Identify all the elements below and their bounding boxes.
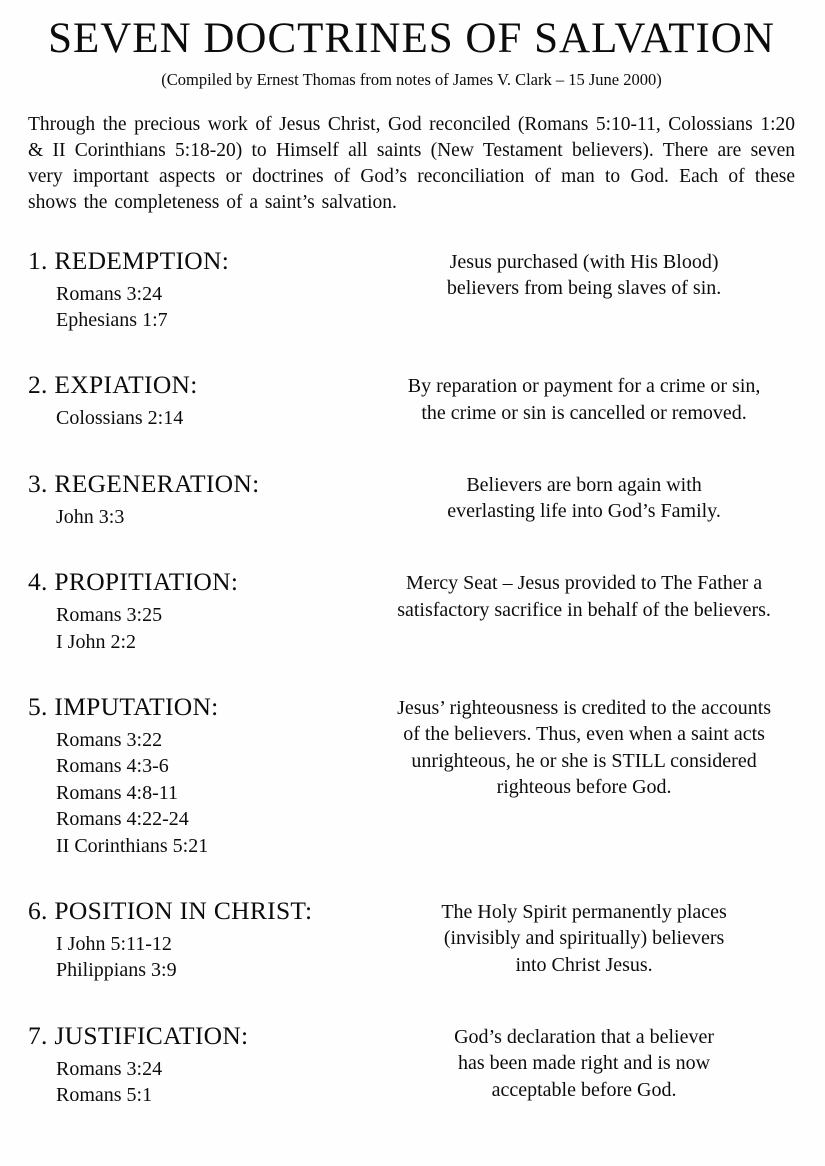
scripture-reference: Ephesians 1:7 xyxy=(56,309,168,332)
doctrine-heading: 3. REGENERATION: xyxy=(28,468,260,498)
doctrine-row xyxy=(28,567,795,655)
doctrine-heading: 2. EXPIATION: xyxy=(28,370,198,400)
doctrine-left-column xyxy=(28,469,373,530)
description-line: Jesus purchased (with His Blood) xyxy=(449,250,719,273)
doctrine-references xyxy=(28,727,373,859)
doctrine-left-column xyxy=(28,896,373,984)
doctrine-references xyxy=(28,931,373,984)
scripture-reference: Romans 5:1 xyxy=(56,1084,153,1107)
scripture-reference: Romans 3:22 xyxy=(56,729,163,752)
scripture-reference: I John 5:11-12 xyxy=(56,932,172,955)
description-line: Mercy Seat – Jesus provided to The Father a xyxy=(405,572,763,595)
doctrine-heading: 5. IMPUTATION: xyxy=(28,692,219,722)
scripture-reference: Romans 3:25 xyxy=(56,604,163,627)
description-line: has been made right and is now xyxy=(457,1052,711,1075)
doctrine-heading: 1. REDEMPTION: xyxy=(28,245,230,275)
scripture-reference: Romans 3:24 xyxy=(56,282,163,305)
doctrine-row xyxy=(28,896,795,984)
description-line: unrighteous, he or she is STILL considered xyxy=(411,749,757,772)
doctrine-left-column xyxy=(28,370,373,431)
doctrine-left-column xyxy=(28,692,373,859)
doctrine-description xyxy=(373,246,795,334)
scripture-reference: I John 2:2 xyxy=(56,630,136,653)
scripture-reference: II Corinthians 5:21 xyxy=(56,834,209,857)
scripture-reference: Philippians 3:9 xyxy=(56,959,177,982)
doctrine-left-column xyxy=(28,567,373,655)
page-title: SEVEN DOCTRINES OF SALVATION xyxy=(48,15,775,62)
description-line: believers from being slaves of sin. xyxy=(446,277,722,300)
doctrine-heading: 6. POSITION IN CHRIST: xyxy=(28,895,313,925)
description-line: (invisibly and spiritually) believers xyxy=(443,927,725,950)
doctrine-references xyxy=(28,1056,373,1109)
doctrine-row xyxy=(28,370,795,431)
description-line: the crime or sin is cancelled or removed. xyxy=(421,401,747,424)
doctrine-left-column xyxy=(28,1021,373,1109)
description-line: into Christ Jesus. xyxy=(515,953,653,976)
scripture-reference: Romans 4:8-11 xyxy=(56,781,179,804)
description-line: God’s declaration that a believer xyxy=(454,1025,715,1048)
doctrine-references xyxy=(28,602,373,655)
scripture-reference: Colossians 2:14 xyxy=(56,407,184,430)
doctrine-list xyxy=(28,246,795,1109)
description-line: satisfactory sacrifice in behalf of the believers. xyxy=(397,598,771,621)
doctrine-references xyxy=(28,405,373,431)
doctrine-description xyxy=(373,469,795,530)
doctrine-description xyxy=(373,370,795,431)
description-line: everlasting life into God’s Family. xyxy=(447,500,721,523)
description-line: Jesus’ righteousness is credited to the accounts xyxy=(397,697,772,720)
description-line: righteous before God. xyxy=(496,776,672,799)
doctrine-description xyxy=(373,896,795,984)
doctrine-description xyxy=(373,692,795,859)
scripture-reference: Romans 4:3-6 xyxy=(56,755,169,778)
intro-paragraph: Through the precious work of Jesus Christ, God reconciled (Romans 5:10-11, Colossians 1:20 & II Corinthians 5:18-20) to Himself all saints (New Testament believers). There are seven very important aspects or doctrines of God’s reconciliation of man to God. Each of these shows the completeness of a saint’s salvation. xyxy=(28,114,795,213)
doctrine-description xyxy=(373,1021,795,1109)
description-line: The Holy Spirit permanently places xyxy=(441,900,727,923)
doctrine-left-column xyxy=(28,246,373,334)
description-line: Believers are born again with xyxy=(466,473,702,496)
doctrine-heading: 4. PROPITIATION: xyxy=(28,567,239,597)
doctrine-row xyxy=(28,1021,795,1109)
page-subtitle: (Compiled by Ernest Thomas from notes of James V. Clark – 15 June 2000) xyxy=(161,70,662,89)
description-line: of the believers. Thus, even when a saint acts xyxy=(403,723,765,746)
scripture-reference: John 3:3 xyxy=(56,505,125,528)
doctrine-heading: 7. JUSTIFICATION: xyxy=(28,1020,249,1050)
doctrine-references xyxy=(28,281,373,334)
doctrine-references xyxy=(28,504,373,530)
doctrine-row xyxy=(28,692,795,859)
description-line: By reparation or payment for a crime or sin, xyxy=(407,375,761,398)
doctrine-row xyxy=(28,246,795,334)
scripture-reference: Romans 4:22-24 xyxy=(56,808,189,831)
description-line: acceptable before God. xyxy=(491,1078,677,1101)
doctrine-row xyxy=(28,469,795,530)
doctrine-description xyxy=(373,567,795,655)
scripture-reference: Romans 3:24 xyxy=(56,1057,163,1080)
